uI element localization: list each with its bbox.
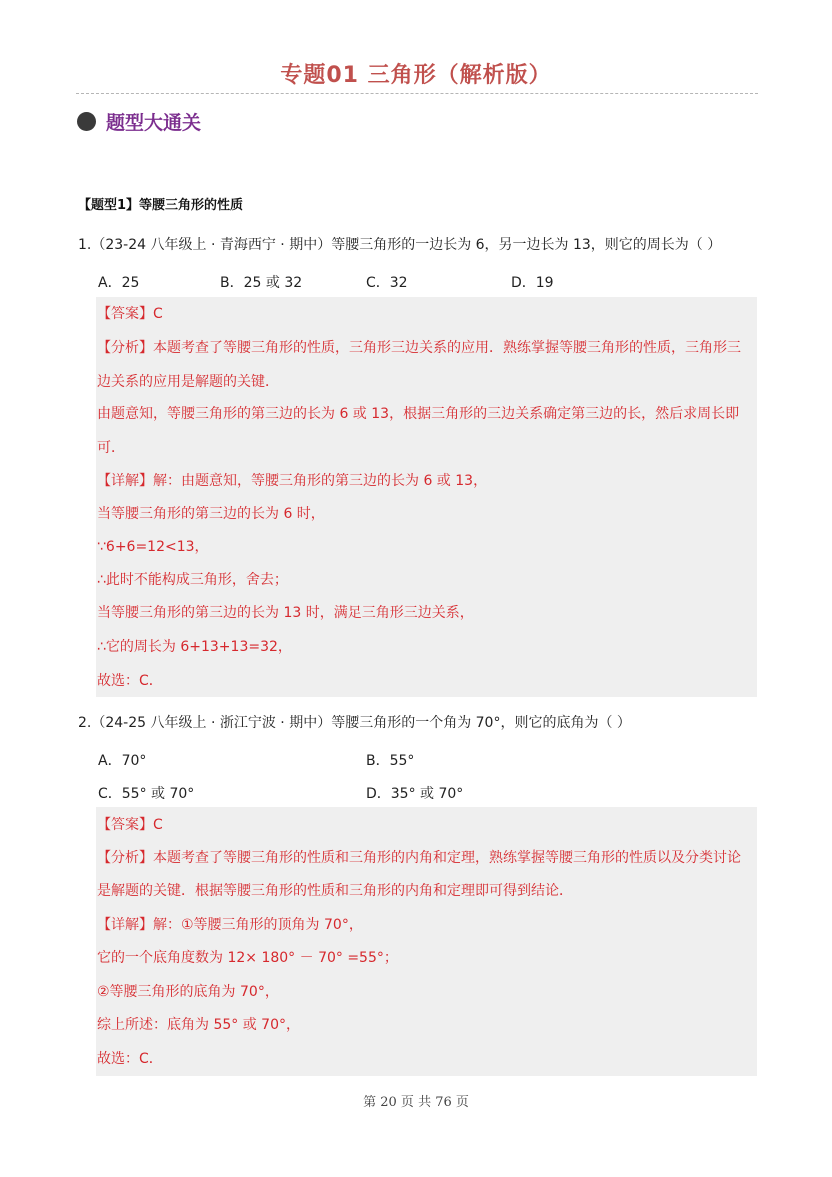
q1-option-d: D．19 [511, 275, 554, 291]
q1-option-b: B．25 或 32 [220, 275, 303, 291]
q1-option-c: C．32 [366, 275, 408, 291]
q1-answer-line: 【答案】C [97, 306, 163, 322]
page-number-footer: 第 20 页 共 76 页 [363, 1095, 469, 1110]
q2-answer-line: 综上所述：底角为 55° 或 70°， [97, 1017, 300, 1033]
question-1-stem: 1.（23-24 八年级上 · 青海西宁 · 期中）等腰三角形的一边长为 6，另一边长为 13，则它的周长为（ ） [78, 237, 722, 253]
q2-option-c: C．55° 或 70° [98, 786, 195, 802]
q2-answer-line: 它的一个底角度数为 12× 180° － 70° =55°； [97, 950, 398, 966]
q1-answer-line: ∴它的周长为 6+13+13=32， [97, 639, 292, 655]
q2-answer-line: 故选：C． [97, 1051, 163, 1067]
section-heading [77, 108, 201, 135]
q1-answer-line: 当等腰三角形的第三边的长为 13 时，满足三角形三边关系， [97, 605, 474, 621]
q1-answer-box [96, 297, 757, 697]
q1-answer-line: ∴此时不能构成三角形，舍去； [97, 572, 288, 588]
q1-answer-line: 可． [97, 440, 125, 456]
q1-answer-line: 边关系的应用是解题的关键． [97, 374, 279, 390]
q1-option-a: A．25 [98, 275, 140, 291]
q1-answer-line: 【详解】解：由题意知，等腰三角形的第三边的长为 6 或 13， [97, 473, 488, 489]
q2-option-b: B．55° [366, 753, 415, 769]
q2-answer-line: 【答案】C [97, 817, 163, 833]
q1-answer-line: 当等腰三角形的第三边的长为 6 时， [97, 506, 325, 522]
page-title: 专题01 三角形（解析版） [280, 63, 552, 88]
question-2-stem: 2.（24-25 八年级上 · 浙江宁波 · 期中）等腰三角形的一个角为 70°，则它的底角为（ ） [78, 715, 631, 731]
q2-answer-line: ②等腰三角形的底角为 70°， [97, 984, 279, 1000]
question-type-label: 【题型1】等腰三角形的性质 [78, 198, 244, 213]
title-divider [76, 93, 758, 94]
q2-answer-line: 【详解】解：①等腰三角形的顶角为 70°， [97, 917, 363, 933]
q2-answer-line: 【分析】本题考查了等腰三角形的性质和三角形的内角和定理，熟练掌握等腰三角形的性质以及分类讨论 [97, 850, 741, 866]
q1-answer-line: 由题意知，等腰三角形的第三边的长为 6 或 13，根据三角形的三边关系确定第三边的长，然后求周长即 [97, 406, 740, 422]
q2-answer-line: 是解题的关键．根据等腰三角形的性质和三角形的内角和定理即可得到结论． [97, 883, 573, 899]
q1-answer-line: 【分析】本题考查了等腰三角形的性质，三角形三边关系的应用．熟练掌握等腰三角形的性质，三角形三 [97, 340, 741, 356]
q2-answer-box [96, 807, 757, 1076]
bullet-icon [77, 112, 96, 131]
section-heading-text: 题型大通关 [106, 112, 202, 134]
q1-answer-line: 故选：C． [97, 673, 163, 689]
q2-option-a: A．70° [98, 753, 147, 769]
q2-option-d: D．35° 或 70° [366, 786, 464, 802]
q1-answer-line: ∵6+6=12<13， [97, 539, 209, 555]
